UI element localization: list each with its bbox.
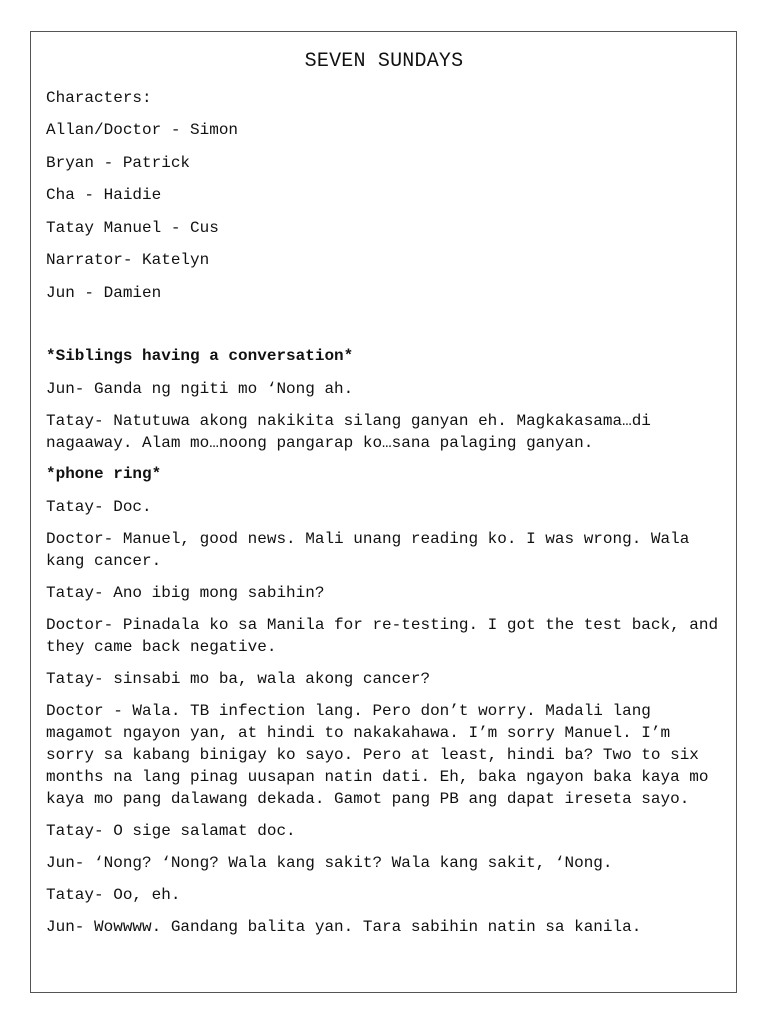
dialogue-line: Tatay- Doc. [46,498,152,516]
dialogue-line: Tatay- Ano ibig mong sabihin? [46,584,325,602]
cast-item: Jun - Damien [46,283,162,302]
dialogue-line: Doctor- Manuel, good news. Mali unang reading ko. I was wrong. Wala kang cancer. [46,530,690,570]
dialogue-line: Jun- Ganda ng ngiti mo ‘Nong ah. [46,380,354,398]
dialogue-line: Doctor - Wala. TB infection lang. Pero don’t worry. Madali lang magamot ngayon yan, at hindi to nakakahawa. I’m sorry Manuel. I’m sorry sa kabang binigay ko sayo. Pero at least, hindi ba? Two to six months na lang pinag uusapan natin dati. Eh, baka ngayon baka kaya mo kaya mo pang dalawang dekada. Gamot pang PB ang dapat ireseta sayo. [46,702,709,808]
dialogue-line: Jun- ‘Nong? ‘Nong? Wala kang sakit? Wala kang sakit, ‘Nong. [46,854,613,872]
cast-item: Allan/Doctor - Simon [46,121,239,139]
dialogue-line: Doctor- Pinadala ko sa Manila for re-testing. I got the test back, and they came back negative. [46,616,719,656]
stage-direction: *Siblings having a conversation* [46,347,354,365]
dialogue-line: Jun- Wowwww. Gandang balita yan. Tara sabihin natin sa kanila. [46,918,642,936]
cast-item: Narrator- Katelyn [46,251,210,269]
dialogue-line: Tatay- Natutuwa akong nakikita silang ganyan eh. Magkakasama…di nagaaway. Alam mo…noong pangarap ko…sana palaging ganyan. [46,412,651,452]
dialogue-line: Tatay- sinsabi mo ba, wala akong cancer? [46,670,431,688]
dialogue-line: Tatay- Oo, eh. [46,886,181,904]
cast-item: Bryan - Patrick [46,153,191,172]
script-page [30,31,737,993]
dialogue-line: Tatay- O sige salamat doc. [46,822,296,840]
cast-item: Tatay Manuel - Cus [46,218,219,237]
cast-list [46,120,722,303]
cast-item: Cha - Haidie [46,186,162,204]
spacer [46,315,722,346]
document-title: SEVEN SUNDAYS [304,50,464,73]
stage-direction: *phone ring* [46,465,162,483]
characters-heading: Characters: [46,89,152,107]
